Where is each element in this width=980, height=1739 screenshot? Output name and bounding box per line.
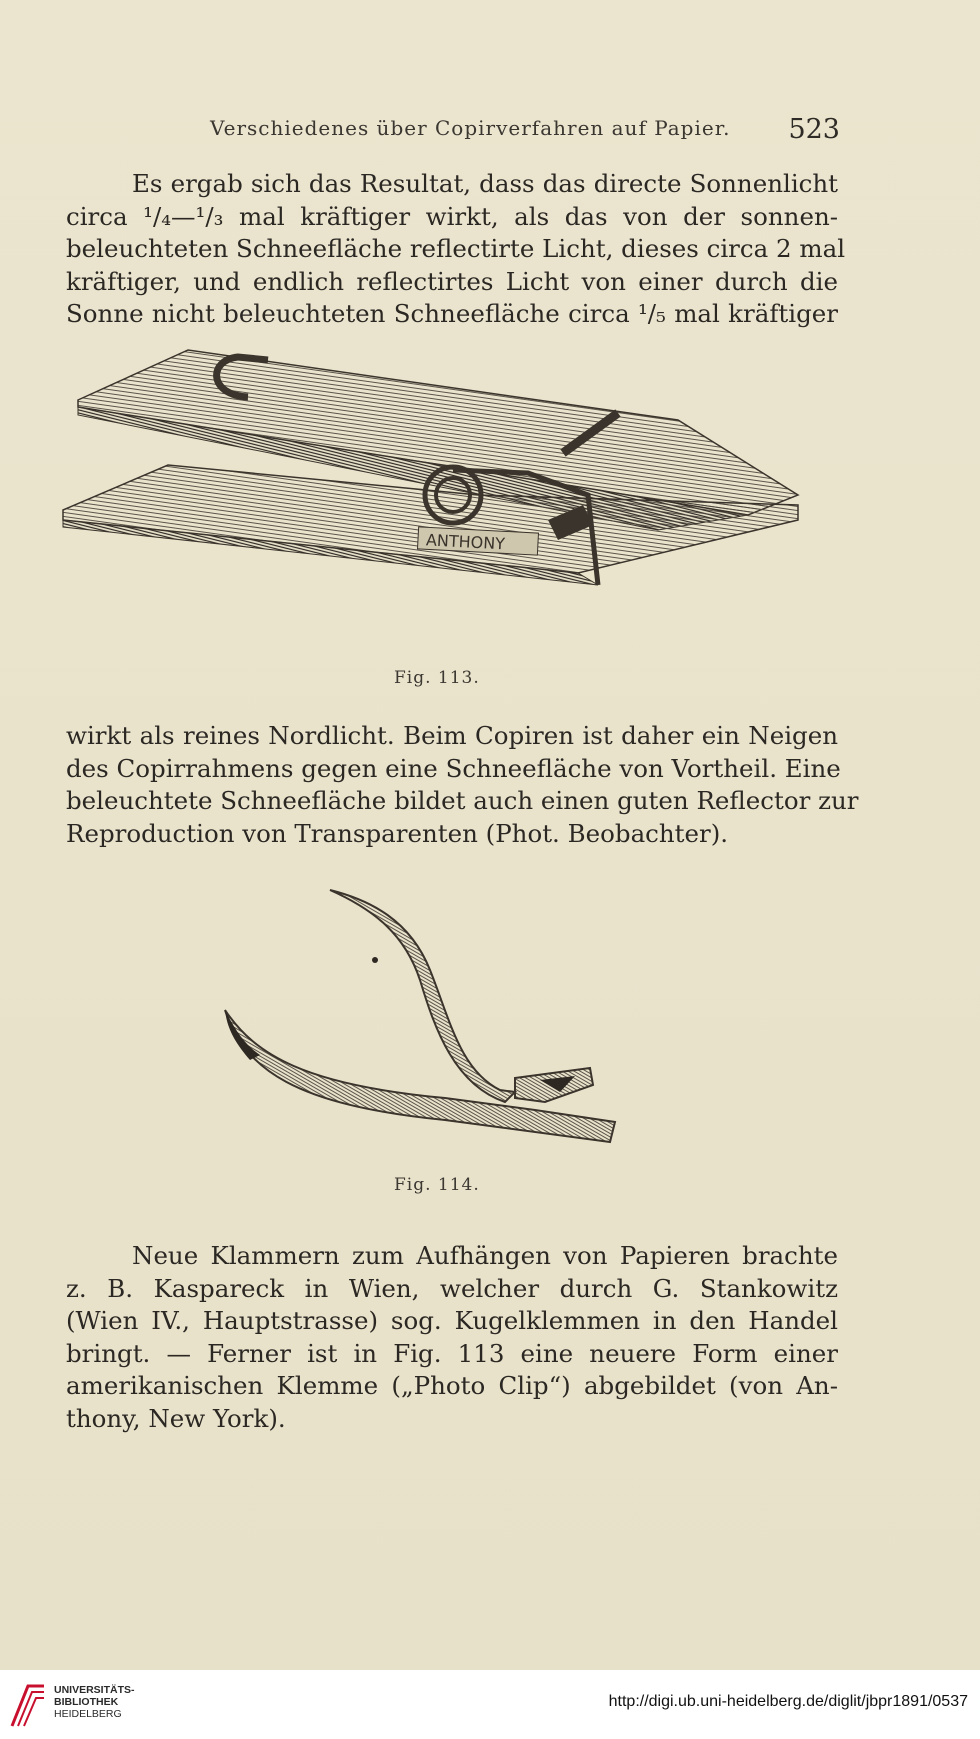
text-line: beleuchteten Schneefläche reflectirte Licht, dieses circa 2 mal — [66, 234, 846, 263]
text-line: thony, New York). — [66, 1403, 286, 1433]
library-logo-icon — [8, 1680, 48, 1730]
library-name — [54, 1684, 135, 1720]
figure-114-caption: Fig. 114. — [394, 1175, 480, 1195]
library-name-line: HEIDELBERG — [54, 1708, 122, 1720]
page-number: 523 — [788, 114, 840, 145]
page-header — [70, 116, 840, 146]
text-line: z. B. Kaspareck in Wien, welcher durch G. Stankowitz — [66, 1273, 838, 1303]
text-line: bringt. — Ferner ist in Fig. 113 eine neuere Form einer — [66, 1338, 838, 1368]
text-line: (Wien IV., Hauptstrasse) sog. Kugelklemmen in den Handel — [66, 1306, 838, 1335]
source-url-link[interactable]: http://digi.ub.uni-heidelberg.de/diglit/jbpr1891/0537 — [608, 1693, 968, 1710]
text-line: beleuchtete Schneefläche bildet auch einen guten Reflector zur — [66, 786, 859, 815]
running-title: Verschiedenes über Copirverfahren auf Papier. — [210, 116, 731, 140]
figure-114-tongs-illustration — [215, 880, 685, 1160]
anthony-engraving: ANTHONY — [425, 530, 506, 554]
text-line: kräftiger, und endlich reflectirtes Licht von einer durch die — [66, 266, 838, 296]
figure-113-photo-clip-illustration — [58, 345, 848, 645]
tongs-engraving — [215, 880, 685, 1160]
figure-113-caption: Fig. 113. — [394, 668, 480, 688]
text-line: amerikanischen Klemme („Photo Clip“) abgebildet (von An- — [66, 1371, 838, 1400]
text-line: wirkt als reines Nordlicht. Beim Copiren ist daher ein Neigen — [66, 721, 838, 750]
clip-engraving — [58, 345, 848, 645]
text-line: des Copirrahmens gegen eine Schneefläche von Vortheil. Eine — [66, 753, 841, 783]
paragraph-2 — [66, 720, 859, 850]
paragraph-1 — [66, 168, 846, 331]
text-line: Es ergab sich das Resultat, dass das directe Sonnenlicht — [132, 169, 838, 198]
text-line: Neue Klammern zum Aufhängen von Papieren brachte — [132, 1241, 838, 1270]
library-name-line: BIBLIOTHEK — [54, 1696, 119, 1708]
paragraph-3 — [66, 1240, 838, 1435]
text-line: Sonne nicht beleuchteten Schneefläche circa ¹/₅ mal kräftiger — [66, 299, 838, 328]
text-line: circa ¹/₄—¹/₃ mal kräftiger wirkt, als das von der sonnen- — [66, 201, 838, 231]
library-name-line: UNIVERSITÄTS- — [54, 1684, 135, 1696]
text-line: Reproduction von Transparenten (Phot. Beobachter). — [66, 818, 729, 848]
digitization-footer — [0, 1670, 980, 1739]
